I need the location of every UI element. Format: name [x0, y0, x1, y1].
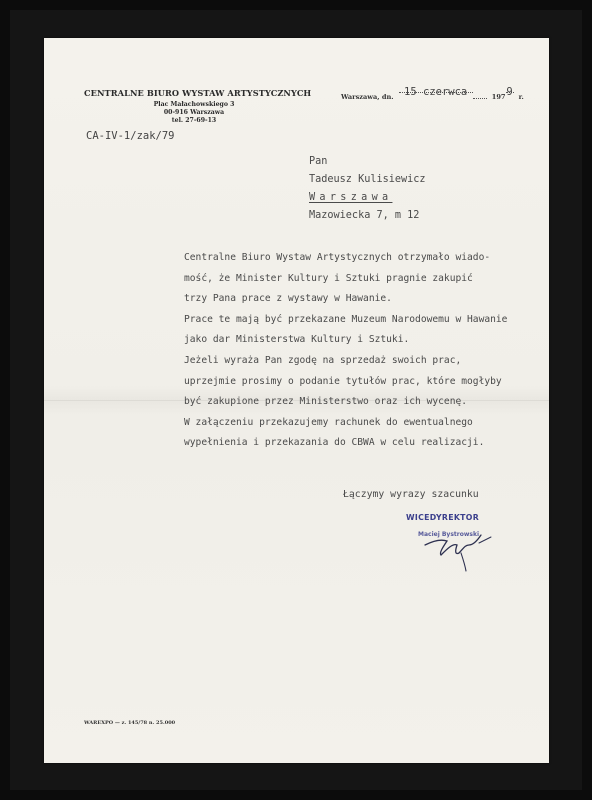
date-line: [341, 84, 524, 103]
date-day-month: 15 czerwca: [404, 86, 468, 98]
closing-phrase: Łączymy wyrazy szacunku: [343, 489, 479, 500]
date-suffix: r.: [518, 93, 524, 101]
recipient-street: Mazowiecka 7, m 12: [309, 210, 420, 221]
recipient-name: Tadeusz Kulisiewicz: [309, 174, 426, 185]
recipient-block: [309, 153, 426, 225]
body-line: być zakupione przez Ministerstwo oraz ich wycenę.: [184, 396, 468, 408]
body-line: wypełnienia i przekazania do CBWA w celu realizacji.: [184, 437, 485, 449]
body-line: jako dar Ministerstwa Kultury i Sztuki.: [184, 334, 410, 346]
print-footer: WAREXPO — z. 145/78 n. 25.000: [84, 720, 176, 726]
body-line: Centralne Biuro Wystaw Artystycznych otrzymało wiado-: [184, 252, 491, 263]
letter-page: [44, 38, 549, 763]
date-year-digit: 9: [506, 86, 513, 98]
recipient-city: Warszawa: [309, 192, 393, 203]
organization-address: [84, 101, 304, 125]
date-year-prefix: 197: [491, 93, 506, 101]
stamp-name: Maciej Bystrowski: [418, 531, 480, 538]
reference-number: CA-IV-1/zak/79: [86, 130, 175, 142]
handwritten-signature: [419, 523, 499, 573]
body-line: Prace te mają być przekazane Muzeum Narodowemu w Hawanie: [184, 313, 508, 325]
organization-name: CENTRALNE BIURO WYSTAW ARTYSTYCZNYCH: [84, 88, 312, 98]
date-gap: [473, 90, 487, 99]
recipient-salutation: Pan: [309, 156, 328, 167]
date-day-month-field: [399, 84, 473, 98]
body-line: W załączeniu przekazujemy rachunek do ewentualnego: [184, 416, 473, 428]
body-line: mość, że Minister Kultury i Sztuki pragnie zakupić: [184, 272, 473, 284]
date-place-label: Warszawa, dn.: [341, 93, 394, 101]
date-year-field: [506, 84, 514, 98]
stamp-title: WICEDYREKTOR: [406, 513, 480, 522]
address-street: Plac Małachowskiego 3: [153, 101, 235, 108]
body-line: Jeżeli wyraża Pan zgodę na sprzedaż swoich prac,: [184, 354, 462, 366]
body-line: uprzejmie prosimy o podanie tytułów prac, które mogłyby: [184, 375, 502, 387]
address-city: 00-916 Warszawa: [163, 109, 225, 116]
address-phone: tel. 27-69-13: [171, 117, 217, 124]
letter-body: [184, 248, 507, 454]
letterhead: [84, 88, 312, 125]
body-line: trzy Pana prace z wystawy w Hawanie.: [184, 293, 392, 305]
